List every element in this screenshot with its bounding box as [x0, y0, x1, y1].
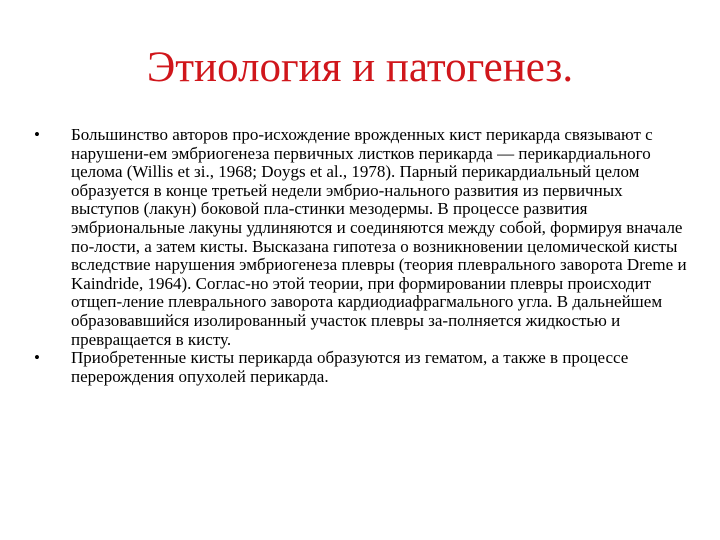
bullet-text: Приобретенные кисты перикарда образуются из гематом, а также в процессе перерождения опухолей перикарда.: [71, 348, 629, 386]
bullet-list: [34, 126, 694, 386]
bullet-item-etiology: [34, 126, 694, 349]
bullet-marker: •: [34, 125, 40, 144]
bullet-item-acquired-cysts: [34, 349, 694, 386]
slide-title: Этиология и патогенез.: [146, 44, 574, 91]
bullet-text: Большинство авторов про-исхождение врожденных кист перикарда связывают с нарушени-ем эмбриогенеза первичных листков перикарда — перикардиального целома (Willis et зi., 1968; Doygs et al., 1978). Парный перикардиальный целом образуется в конце третьей недели эмбрио-нального развития из первичных выступов (лакун) боковой пла-стинки мезодермы. В процессе развития эмбриональные лакуны удлиняются и соединяются между собой, формируя вначале по-лости, а затем кисты. Высказана гипотеза о возникновении целомической кисты вследствие нарушения эмбриогенеза плевры (теория плеврального заворота Dreme и Kaindride, 1964). Соглас-но этой теории, при формировании плевры происходит отщеп-ление плеврального заворота кардиодиафрагмального угла. В дальнейшем образовавшийся изолированный участок плевры за-полняется жидкостью и превращается в кисту.: [71, 125, 687, 349]
bullet-marker: •: [34, 348, 40, 368]
